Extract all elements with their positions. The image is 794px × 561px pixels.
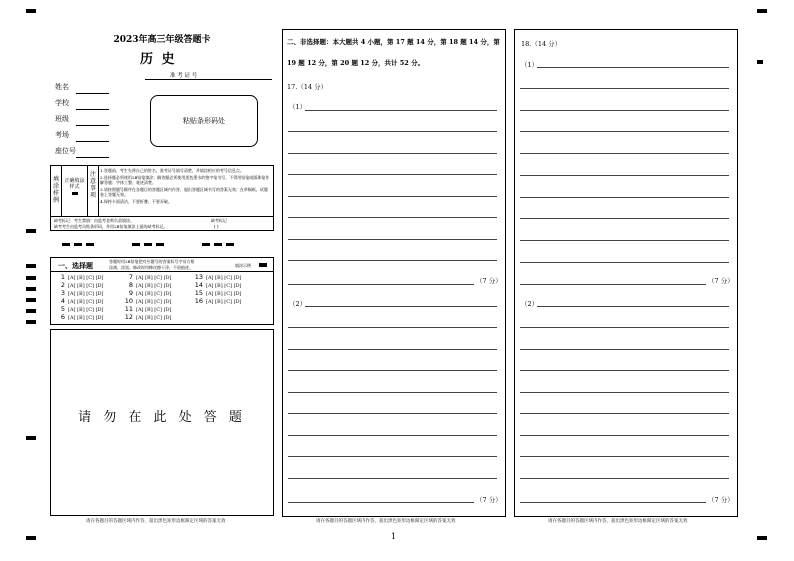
timing-mark [26,320,36,324]
q18-label: 18.（14 分） [521,40,562,48]
mc-instruction-2: 涂满、涂黑。修改时用橡皮擦干净，不留痕迹。 [109,265,193,270]
writing-line[interactable] [288,413,497,414]
footer-note-left: 请在各题目的答题区域内作答，超出黑色矩形边框限定区域的答案无效 [86,519,226,524]
mc-question-number: 4 [60,297,65,305]
footer-note-right: 请在各题目的答题区域内作答，超出黑色矩形边框限定区域的答案无效 [548,519,688,524]
mc-option-bubbles[interactable]: [A] [B] [C] [D] [136,283,172,289]
mc-option-bubbles[interactable]: [A] [B] [C] [D] [68,299,104,305]
timing-mark [26,536,36,540]
writing-line[interactable] [288,284,474,285]
mc-option-bubbles[interactable]: [A] [B] [C] [D] [206,291,242,297]
mc-option-bubbles[interactable]: [A] [B] [C] [D] [136,275,172,281]
info-field-input[interactable] [76,157,109,158]
mc-question-number: 6 [60,313,65,321]
mc-option-bubbles[interactable]: [A] [B] [C] [D] [68,291,104,297]
writing-line[interactable] [520,413,729,414]
dash-mark [62,243,70,246]
writing-line[interactable] [520,110,729,111]
notice-item: 3.请按照题号顺序在各题目的答题区域内作答，超出答题区域书写的答案无效；在草稿纸、试题卷上答题无效。 [100,187,268,197]
dash-mark [74,243,82,246]
writing-line[interactable] [520,240,729,241]
mc-option-bubbles[interactable]: [A] [B] [C] [D] [136,315,172,321]
info-field-input[interactable] [76,125,109,126]
dash-mark [202,243,210,246]
writing-line[interactable] [288,502,474,503]
mc-question-number: 12 [124,313,133,321]
q17-part2-label: （2） [289,300,307,308]
mc-option-bubbles[interactable]: [A] [B] [C] [D] [136,299,172,305]
mc-question-number: 3 [60,289,65,297]
info-field-input[interactable] [76,141,109,142]
timing-mark [757,60,763,64]
info-field-input[interactable] [76,109,109,110]
writing-line[interactable] [288,478,497,479]
q17-part1-label: （1） [289,103,307,111]
section2-header-1: 二、非选择题：本大题共 4 小题，第 17 题 14 分，第 18 题 14 分，第 [287,38,500,46]
timing-mark [26,229,36,233]
dash-mark [86,243,94,246]
q17-part2-score: （7 分） [476,496,502,504]
writing-line[interactable] [288,153,497,154]
mc-question-number: 2 [60,281,65,289]
mc-option-bubbles[interactable]: [A] [B] [C] [D] [206,283,242,289]
writing-line[interactable] [288,131,497,132]
correct-fill-sample [72,192,78,195]
q18-answer-box [514,29,738,517]
writing-line[interactable] [288,435,497,436]
writing-line[interactable] [537,306,729,307]
q18-part1-label: （1） [521,61,539,69]
divider [51,216,273,217]
mc-box [50,257,274,325]
q18-part1-score: （7 分） [708,277,734,285]
writing-line[interactable] [520,153,729,154]
writing-line[interactable] [288,370,497,371]
writing-line[interactable] [520,284,706,285]
mc-question-number: 15 [194,289,203,297]
writing-line[interactable] [288,196,497,197]
timing-mark [26,276,36,280]
writing-line[interactable] [520,478,729,479]
info-field-label: 班级 [55,115,69,123]
barcode-box [150,95,258,147]
writing-line[interactable] [288,174,497,175]
timing-mark [26,298,36,302]
writing-line[interactable] [520,502,706,503]
mc-option-bubbles[interactable]: [A] [B] [C] [D] [206,299,242,305]
sheet-title: 2023年高三年级答题卡 [113,35,211,45]
writing-line[interactable] [520,349,729,350]
mc-option-bubbles[interactable]: [A] [B] [C] [D] [206,275,242,281]
mc-title: 一、选择题 [58,262,93,270]
timing-mark [26,264,36,268]
writing-line[interactable] [520,262,729,263]
writing-line[interactable] [520,456,729,457]
mc-question-number: 5 [60,305,65,313]
timing-mark [26,287,36,291]
notice-list [100,168,270,206]
section2-header-2: 19 题 12 分，第 20 题 12 分，共计 52 分。 [287,59,425,67]
mc-option-bubbles[interactable]: [A] [B] [C] [D] [136,291,172,297]
notice-title: 注意事项 [90,171,97,199]
exam-id-label: 准 考 证 号 [170,73,198,79]
writing-line[interactable] [288,456,497,457]
info-field-label: 姓名 [55,83,69,91]
mc-question-number: 13 [194,273,203,281]
q17-answer-box [282,29,506,517]
no-answer-box [50,329,274,516]
info-field-label: 座位号 [55,147,76,155]
info-field-label: 学校 [55,99,69,107]
absent-mark-label: 缺考标记 [211,218,227,223]
writing-line[interactable] [288,260,497,261]
correct-fill-cell [62,166,88,216]
mc-example-label: 填涂示例 [235,263,251,268]
mc-option-bubbles[interactable]: [A] [B] [C] [D] [68,315,104,321]
writing-line[interactable] [288,327,497,328]
writing-line[interactable] [537,67,729,68]
writing-line[interactable] [520,435,729,436]
mc-option-bubbles[interactable]: [A] [B] [C] [D] [136,307,172,313]
mc-question-number: 9 [128,289,133,297]
q18-part2-score: （7 分） [708,496,734,504]
writing-line[interactable] [305,110,497,111]
subject-title: 历 史 [140,52,177,67]
mc-instruction-1: 答题时用2B铅笔把对应题号的答案标号字母方框 [109,259,195,264]
fill-example-cell [51,166,62,216]
timing-mark [26,9,36,13]
notice-item: 1.答题前，考生先将自己的姓名、准考证号填写清楚，并填涂相应的考号信息点。 [100,168,244,173]
mc-question-number: 14 [194,281,203,289]
writing-line[interactable] [305,306,497,307]
writing-line[interactable] [288,349,497,350]
mc-question-number: 11 [124,305,133,313]
dash-mark [226,243,234,246]
timing-mark [757,9,767,13]
writing-line[interactable] [520,370,729,371]
writing-line[interactable] [520,131,729,132]
absent-instruction: 缺考考生由监考员贴条形码，并用2B铅笔填涂上面的缺考标记。 [54,224,168,229]
mc-question-number: 16 [194,297,203,305]
mc-divider [51,271,273,272]
mc-option-bubbles[interactable]: [A] [B] [C] [D] [68,307,104,313]
dash-mark [132,243,140,246]
footer-note-mid: 请在各题目的答题区域内作答，超出黑色矩形边框限定区域的答案无效 [316,519,456,524]
writing-line[interactable] [520,327,729,328]
notice-title-cell [88,166,99,216]
writing-line[interactable] [288,217,497,218]
exam-id-line [145,79,272,80]
mc-question-number: 1 [60,273,65,281]
barcode-label: 粘贴条形码处 [183,117,225,125]
mc-question-number: 8 [128,281,133,289]
absent-label: 缺考标记：考生禁填！由监考老师负责填涂。 [54,218,134,223]
dash-mark [214,243,222,246]
writing-line[interactable] [520,218,729,219]
timing-mark [26,436,36,440]
notice-item: 2.选择题必须使用2B铅笔填涂；解答题必须使用黑色墨水的签字笔书写，不得用铅笔或圆珠笔作解答题；字体工整、笔迹清楚。 [100,175,270,185]
no-answer-text: 请 勿 在 此 处 答 题 [78,410,246,425]
mc-option-bubbles[interactable]: [A] [B] [C] [D] [68,283,104,289]
q17-label: 17.（14 分） [287,83,328,91]
mc-option-bubbles[interactable]: [A] [B] [C] [D] [68,275,104,281]
page-number: 1 [391,532,397,541]
writing-line[interactable] [520,392,729,393]
dash-mark [144,243,152,246]
writing-line[interactable] [288,239,497,240]
mc-example-mark [259,263,267,267]
timing-mark [26,309,36,313]
writing-line[interactable] [520,88,729,89]
dash-mark [156,243,164,246]
writing-line[interactable] [520,175,729,176]
mc-question-number: 7 [128,273,133,281]
mc-question-number: 10 [124,297,133,305]
timing-mark [757,536,767,540]
writing-line[interactable] [288,392,497,393]
correct-fill-label: 正确填涂样式 [64,178,85,190]
info-field-input[interactable] [76,93,109,94]
absent-mark-box[interactable]: [ ] [214,224,219,229]
fill-example-label: 填涂样例 [53,176,60,204]
notice-box [50,165,274,231]
q18-part2-label: （2） [521,300,539,308]
info-field-label: 考场 [55,131,69,139]
notice-item: 4.保持卡面清洁，不要折叠，不要弄破。 [100,199,172,204]
writing-line[interactable] [520,197,729,198]
q17-part1-score: （7 分） [476,277,502,285]
